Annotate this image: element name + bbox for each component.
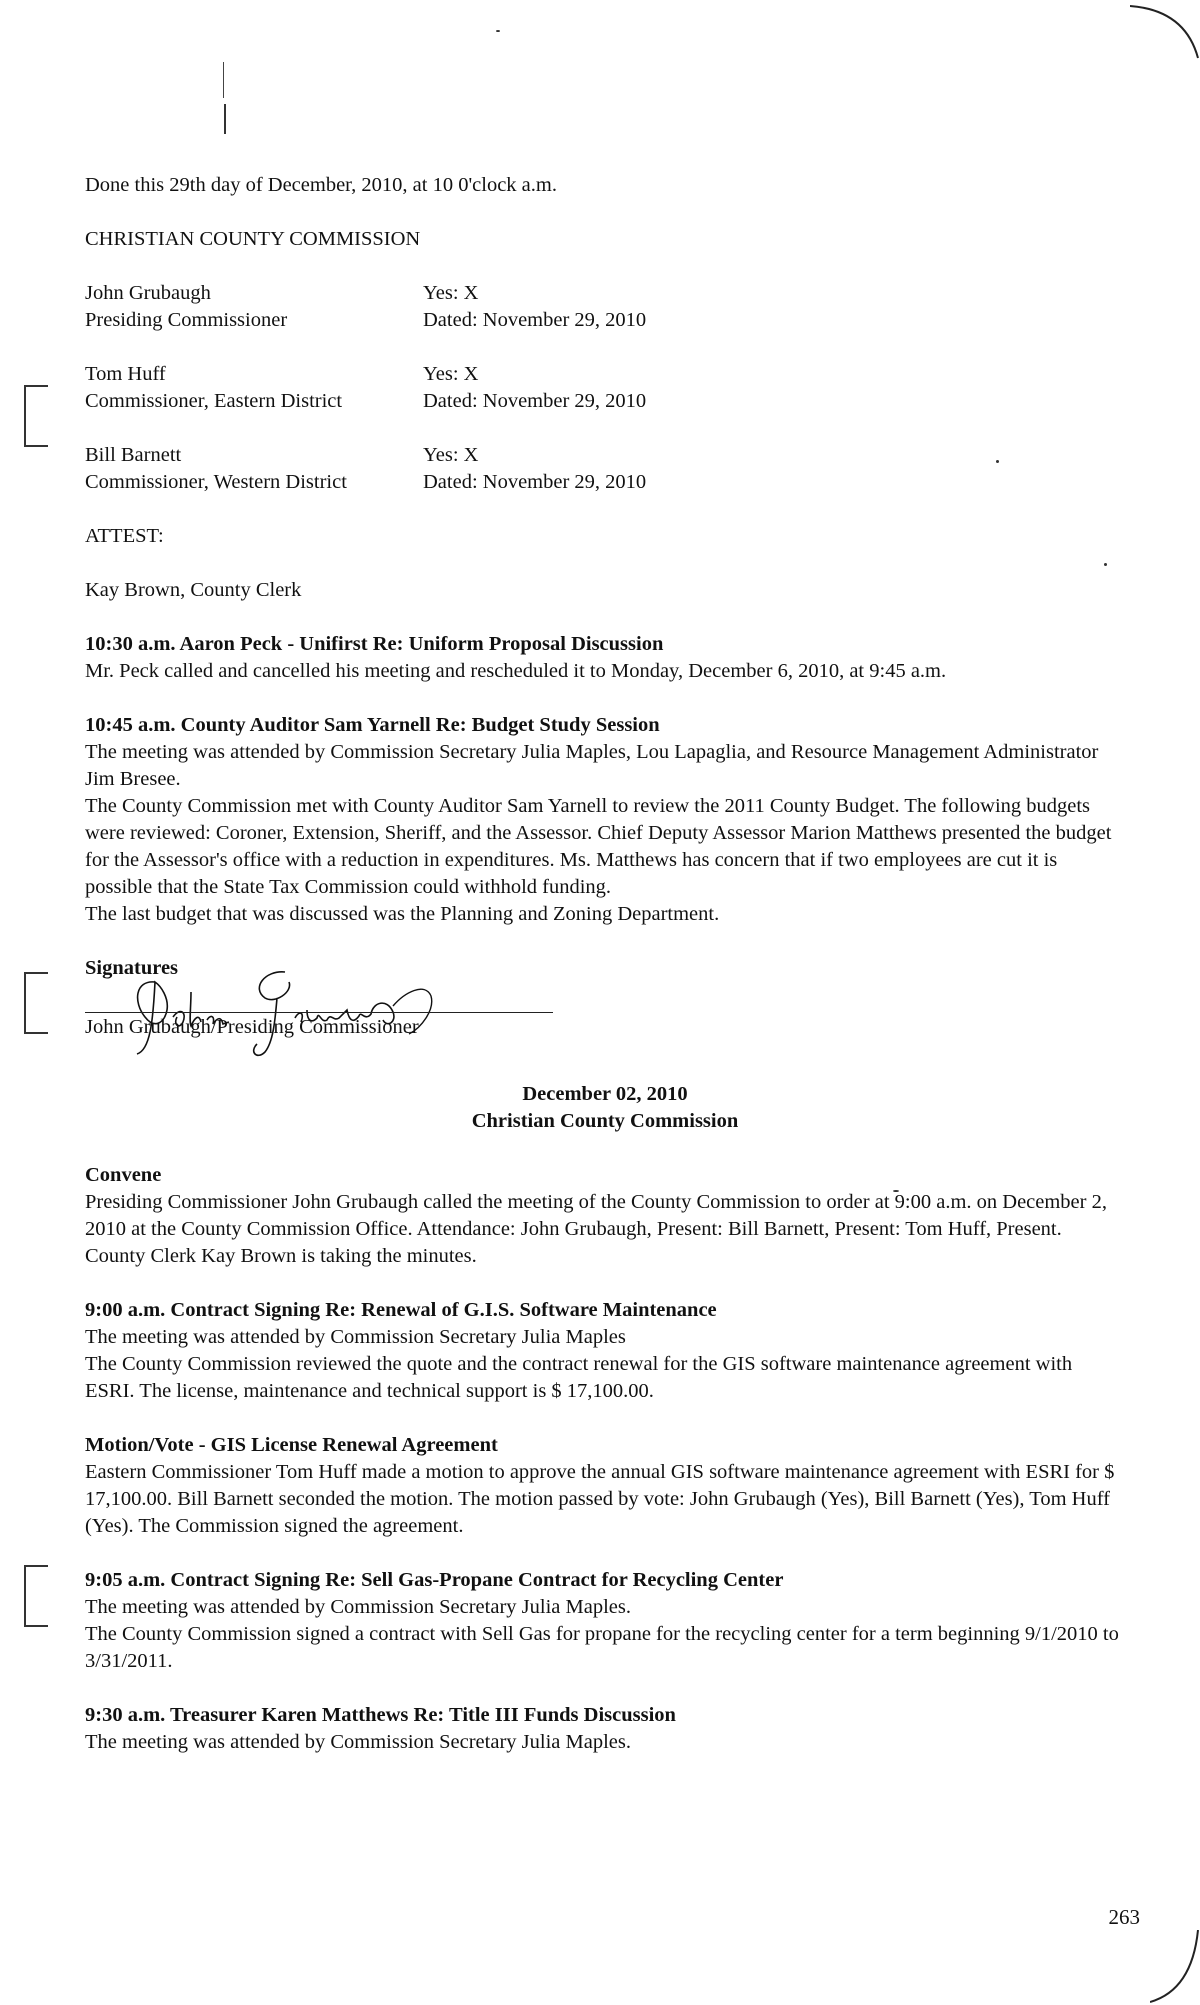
margin-bracket bbox=[24, 385, 48, 447]
signature-line bbox=[85, 984, 555, 1038]
signature-caption: John Grubaugh/Presiding Commissioner bbox=[85, 1016, 419, 1038]
commission-name: CHRISTIAN COUNTY COMMISSION bbox=[85, 228, 421, 250]
item-text: The County Commission signed a contract with Sell Gas for propane for the recycling center for a term beginning 9/1/2010 to 3/31/2011. bbox=[85, 1623, 1119, 1672]
signer-title: Commissioner, Western District bbox=[85, 471, 347, 493]
signatures-heading: Signatures bbox=[85, 957, 179, 979]
scan-mark-top-2 bbox=[224, 104, 226, 134]
signer-dated: Dated: November 29, 2010 bbox=[423, 390, 647, 412]
item-text: The meeting was attended by Commission Secretary Julia Maples. bbox=[85, 1731, 631, 1753]
item-heading: 9:30 a.m. Treasurer Karen Matthews Re: Title III Funds Discussion bbox=[85, 1704, 676, 1726]
signer-vote: Yes: X bbox=[423, 363, 479, 385]
item-heading: 10:30 a.m. Aaron Peck - Unifirst Re: Uniform Proposal Discussion bbox=[85, 633, 664, 655]
signer-vote: Yes: X bbox=[423, 282, 479, 304]
signer-name: John Grubaugh bbox=[85, 282, 211, 304]
agenda-item bbox=[85, 631, 1125, 685]
attest-label: ATTEST: bbox=[85, 525, 164, 547]
signer-name: Tom Huff bbox=[85, 363, 166, 385]
item-heading: 9:05 a.m. Contract Signing Re: Sell Gas-Propane Contract for Recycling Center bbox=[85, 1569, 784, 1591]
agenda-item bbox=[85, 1297, 1125, 1405]
item-heading: Convene bbox=[85, 1164, 162, 1186]
item-text: The County Commission reviewed the quote and the contract renewal for the GIS software maintenance agreement with ESRI. The license, maintenance and technical support is $ 17,100.00. bbox=[85, 1353, 1073, 1402]
agenda-item bbox=[85, 1567, 1125, 1675]
item-heading: 9:00 a.m. Contract Signing Re: Renewal of G.I.S. Software Maintenance bbox=[85, 1299, 717, 1321]
session-header bbox=[85, 1081, 1125, 1135]
signature-rule bbox=[85, 1012, 553, 1013]
session-body: Christian County Commission bbox=[471, 1110, 739, 1132]
scan-mark-top bbox=[223, 62, 224, 98]
page-corner-curve-top bbox=[1130, 0, 1200, 60]
signer-title: Commissioner, Eastern District bbox=[85, 390, 343, 412]
document-body bbox=[85, 172, 1125, 1783]
item-heading: 10:45 a.m. County Auditor Sam Yarnell Re: Budget Study Session bbox=[85, 714, 660, 736]
signer-dated: Dated: November 29, 2010 bbox=[423, 471, 647, 493]
page-corner-curve-bottom bbox=[1150, 1930, 1200, 2005]
signer-dated: Dated: November 29, 2010 bbox=[423, 309, 647, 331]
done-line: Done this 29th day of December, 2010, at 10 0'clock a.m. bbox=[85, 174, 557, 196]
item-text: Eastern Commissioner Tom Huff made a motion to approve the annual GIS software maintenance agreement with ESRI for $ 17,100.00. Bill Barnett seconded the motion. The motion passed by vote: John Grubaugh (Yes), Bill Barnett (Yes), Tom Huff (Yes). The Commission signed the agreement. bbox=[85, 1461, 1115, 1537]
signer-vote: Yes: X bbox=[423, 444, 479, 466]
session-date: December 02, 2010 bbox=[522, 1083, 688, 1105]
signer-block-0 bbox=[85, 280, 1125, 334]
agenda-item bbox=[85, 1432, 1125, 1540]
agenda-item bbox=[85, 712, 1125, 928]
scan-speck bbox=[496, 30, 500, 32]
agenda-item bbox=[85, 1162, 1125, 1270]
signer-name: Bill Barnett bbox=[85, 444, 182, 466]
item-text: Presiding Commissioner John Grubaugh called the meeting of the County Commission to order at 9:00 a.m. on December 2, 2010 at the County Commission Office. Attendance: John Grubaugh, Present: Bill Barnett, Present: Tom Huff, Present. County Clerk Kay Brown is taking the minutes. bbox=[85, 1191, 1107, 1267]
signer-block-1 bbox=[85, 361, 1125, 415]
signatures-section bbox=[85, 955, 1125, 1038]
margin-bracket bbox=[24, 972, 48, 1034]
item-heading: Motion/Vote - GIS License Renewal Agreement bbox=[85, 1434, 498, 1456]
signer-block-2 bbox=[85, 442, 1125, 496]
clerk-name: Kay Brown, County Clerk bbox=[85, 579, 302, 601]
item-text: The meeting was attended by Commission Secretary Julia Maples. bbox=[85, 1596, 631, 1618]
item-text: The last budget that was discussed was the Planning and Zoning Department. bbox=[85, 903, 720, 925]
margin-bracket bbox=[24, 1565, 48, 1627]
item-text: The meeting was attended by Commission Secretary Julia Maples, Lou Lapaglia, and Resource Management Administrator Jim Bresee. bbox=[85, 741, 1099, 790]
item-text: The County Commission met with County Auditor Sam Yarnell to review the 2011 County Budget. The following budgets were reviewed: Coroner, Extension, Sheriff, and the Assessor. Chief Deputy Assessor Marion Matthews presented the budget for the Assessor's office with a reduction in expenditures. Ms. Matthews has concern that if two employees are cut it is possible that the State Tax Commission could withhold funding. bbox=[85, 795, 1112, 898]
item-text: Mr. Peck called and cancelled his meeting and rescheduled it to Monday, December 6, 2010, at 9:45 a.m. bbox=[85, 660, 947, 682]
item-text: The meeting was attended by Commission Secretary Julia Maples bbox=[85, 1326, 626, 1348]
signer-title: Presiding Commissioner bbox=[85, 309, 288, 331]
agenda-item bbox=[85, 1702, 1125, 1756]
page-number: 263 bbox=[1108, 1905, 1140, 1929]
